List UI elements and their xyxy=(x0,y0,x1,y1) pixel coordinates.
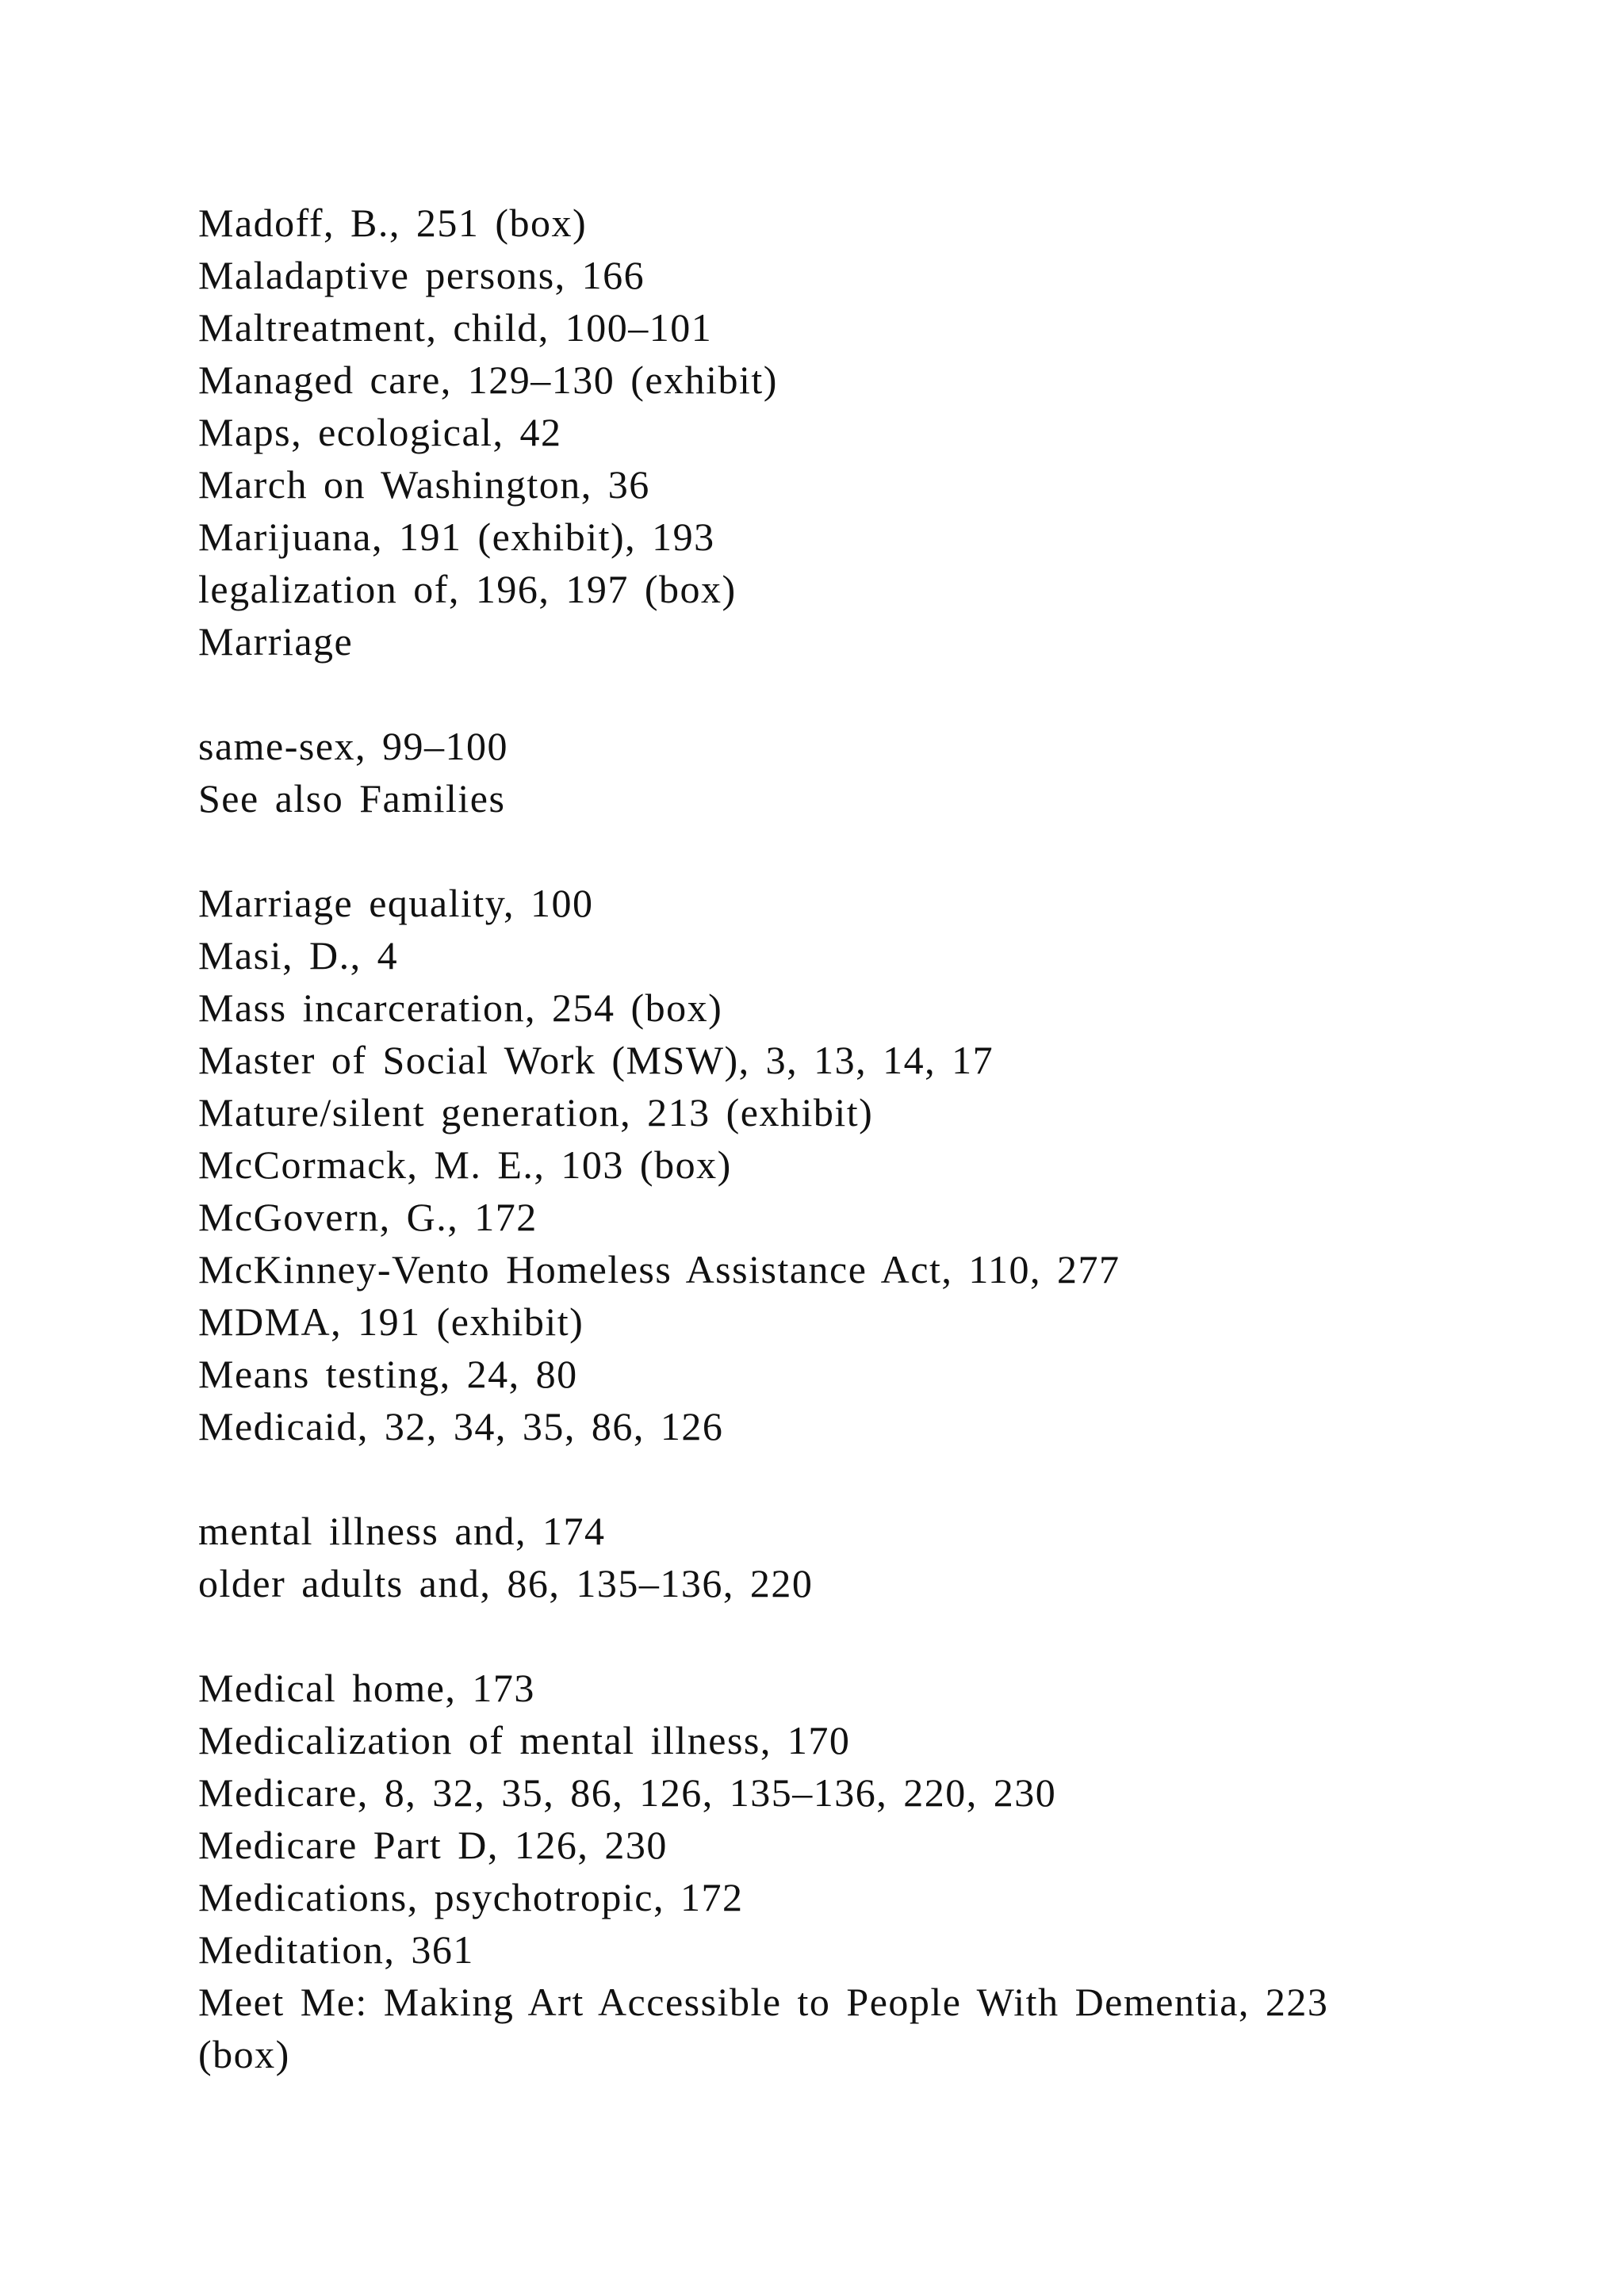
index-subentry: legalization of, 196, 197 (box) xyxy=(198,567,737,611)
index-subentry: See also Families xyxy=(198,776,506,821)
index-entry: Maps, ecological, 42 xyxy=(198,410,562,454)
blank-line xyxy=(198,668,1507,720)
index-subentry: mental illness and, 174 xyxy=(198,1509,606,1553)
index-entry: Means testing, 24, 80 xyxy=(198,1352,578,1396)
index-entry: Marijuana, 191 (exhibit), 193 xyxy=(198,515,715,559)
index-entry: Medicare, 8, 32, 35, 86, 126, 135–136, 220, 230 xyxy=(198,1770,1057,1815)
blank-line xyxy=(198,1452,1507,1505)
index-entry: March on Washington, 36 xyxy=(198,462,650,507)
index-entry: Mature/silent generation, 213 (exhibit) xyxy=(198,1090,874,1135)
index-entry: Maltreatment, child, 100–101 xyxy=(198,305,713,350)
index-entry-continuation: (box) xyxy=(198,2032,290,2076)
index-entry: Medicalization of mental illness, 170 xyxy=(198,1718,851,1762)
blank-line xyxy=(198,825,1507,877)
index-list xyxy=(198,197,1507,2080)
index-entry: Meditation, 361 xyxy=(198,1927,474,1972)
index-entry: Medicare Part D, 126, 230 xyxy=(198,1823,668,1867)
index-entry: Managed care, 129–130 (exhibit) xyxy=(198,358,778,402)
index-entry: Meet Me: Making Art Accessible to People With Dementia, 223 xyxy=(198,1980,1329,2024)
index-entry: Madoff, B., 251 (box) xyxy=(198,201,588,245)
index-entry: Medicaid, 32, 34, 35, 86, 126 xyxy=(198,1404,724,1448)
index-entry: McKinney-Vento Homeless Assistance Act, 110, 277 xyxy=(198,1247,1120,1292)
index-entry: MDMA, 191 (exhibit) xyxy=(198,1299,584,1344)
index-entry: Marriage equality, 100 xyxy=(198,881,594,925)
index-entry: Maladaptive persons, 166 xyxy=(198,253,645,297)
index-subentry: older adults and, 86, 135–136, 220 xyxy=(198,1561,814,1605)
index-entry: Master of Social Work (MSW), 3, 13, 14, 17 xyxy=(198,1038,994,1082)
index-entry: Medications, psychotropic, 172 xyxy=(198,1875,744,1919)
index-entry: Mass incarceration, 254 (box) xyxy=(198,985,723,1030)
index-entry: Masi, D., 4 xyxy=(198,933,399,978)
index-entry: McCormack, M. E., 103 (box) xyxy=(198,1142,732,1187)
index-entry: Marriage xyxy=(198,619,354,664)
index-subentry: same-sex, 99–100 xyxy=(198,724,509,768)
blank-line xyxy=(198,1609,1507,1662)
index-entry: Medical home, 173 xyxy=(198,1666,535,1710)
index-entry: McGovern, G., 172 xyxy=(198,1195,538,1239)
